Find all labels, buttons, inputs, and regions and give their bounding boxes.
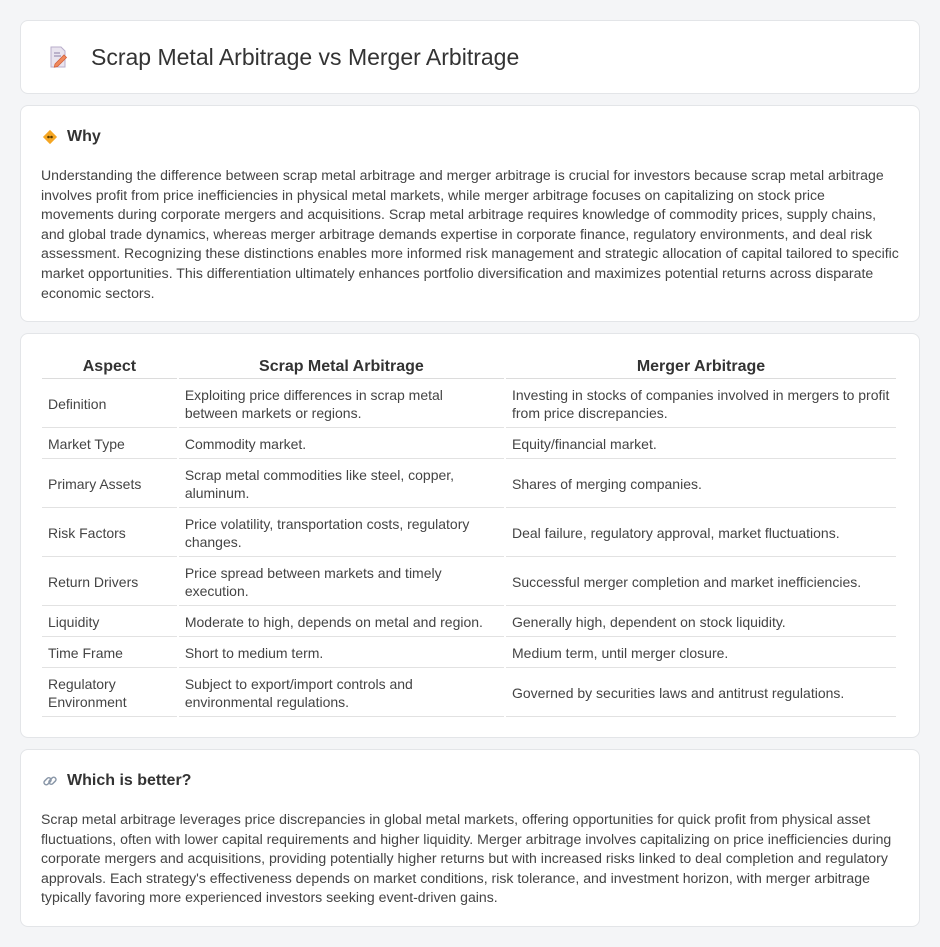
column-header-merger: Merger Arbitrage (506, 356, 896, 379)
why-heading-text: Why (67, 128, 101, 145)
table-row (42, 608, 896, 637)
table-cell: Price spread between markets and timely execution. (179, 559, 504, 606)
table-row (42, 670, 896, 717)
column-header-scrap-metal: Scrap Metal Arbitrage (179, 356, 504, 379)
which-is-better-section (20, 749, 920, 927)
table-cell-aspect: Return Drivers (42, 559, 177, 606)
table-cell-aspect: Liquidity (42, 608, 177, 637)
comparison-table (40, 354, 898, 719)
table-cell: Price volatility, transportation costs, regulatory changes. (179, 510, 504, 557)
lightbulb-diamond-icon (41, 128, 59, 146)
table-cell-aspect: Market Type (42, 430, 177, 459)
why-section (20, 105, 920, 322)
table-cell-aspect: Time Frame (42, 639, 177, 668)
table-row (42, 639, 896, 668)
table-cell: Successful merger completion and market inefficiencies. (506, 559, 896, 606)
table-cell: Deal failure, regulatory approval, market fluctuations. (506, 510, 896, 557)
table-cell-aspect: Definition (42, 381, 177, 428)
table-cell: Scrap metal commodities like steel, copper, aluminum. (179, 461, 504, 508)
table-row (42, 559, 896, 606)
why-heading (41, 126, 899, 148)
table-row (42, 381, 896, 428)
table-cell: Equity/financial market. (506, 430, 896, 459)
table-cell-aspect: Primary Assets (42, 461, 177, 508)
link-icon (41, 772, 59, 790)
table-header-row (42, 356, 896, 379)
column-header-aspect: Aspect (42, 356, 177, 379)
better-heading (41, 770, 899, 792)
title-card (20, 20, 920, 94)
table-cell-aspect: Risk Factors (42, 510, 177, 557)
table-cell: Investing in stocks of companies involved in mergers to profit from price discrepancies. (506, 381, 896, 428)
table-cell: Exploiting price differences in scrap metal between markets or regions. (179, 381, 504, 428)
table-row (42, 461, 896, 508)
page-title: Scrap Metal Arbitrage vs Merger Arbitrage (91, 43, 520, 70)
table-cell: Shares of merging companies. (506, 461, 896, 508)
document-pen-icon (45, 44, 71, 70)
better-heading-text: Which is better? (67, 772, 192, 789)
better-paragraph: Scrap metal arbitrage leverages price discrepancies in global metal markets, offering opportunities for quick profit from physical asset fluctuations, often with lower capital requirements and higher liquidity. Merger arbitrage involves capitalizing on price inefficiencies during corporate mergers and acquisitions, providing potentially higher returns but with increased risks linked to deal completion and regulatory approvals. Each strategy's effectiveness depends on market conditions, risk tolerance, and investment horizon, with merger arbitrage typically favoring more experienced investors seeking event-driven gains. (41, 811, 892, 906)
table-cell: Short to medium term. (179, 639, 504, 668)
table-row (42, 430, 896, 459)
table-cell: Commodity market. (179, 430, 504, 459)
table-cell: Governed by securities laws and antitrust regulations. (506, 670, 896, 717)
table-cell-aspect: Regulatory Environment (42, 670, 177, 717)
table-cell: Subject to export/import controls and environmental regulations. (179, 670, 504, 717)
why-paragraph: Understanding the difference between scrap metal arbitrage and merger arbitrage is crucial for investors because scrap metal arbitrage involves profit from price inefficiencies in physical metal markets, while merger arbitrage focuses on capitalizing on stock price movements during corporate mergers and acquisitions. Scrap metal arbitrage requires knowledge of commodity prices, supply chains, and global trade dynamics, whereas merger arbitrage demands expertise in corporate finance, regulatory environments, and deal risk assessment. Recognizing these distinctions enables more informed risk management and strategic allocation of capital tailored to specific market opportunities. This differentiation ultimately enhances portfolio diversification and maximizes potential returns across disparate economic sectors. (41, 167, 899, 301)
table-row (42, 510, 896, 557)
table-cell: Medium term, until merger closure. (506, 639, 896, 668)
comparison-section (20, 333, 920, 738)
table-cell: Generally high, dependent on stock liquidity. (506, 608, 896, 637)
table-cell: Moderate to high, depends on metal and region. (179, 608, 504, 637)
